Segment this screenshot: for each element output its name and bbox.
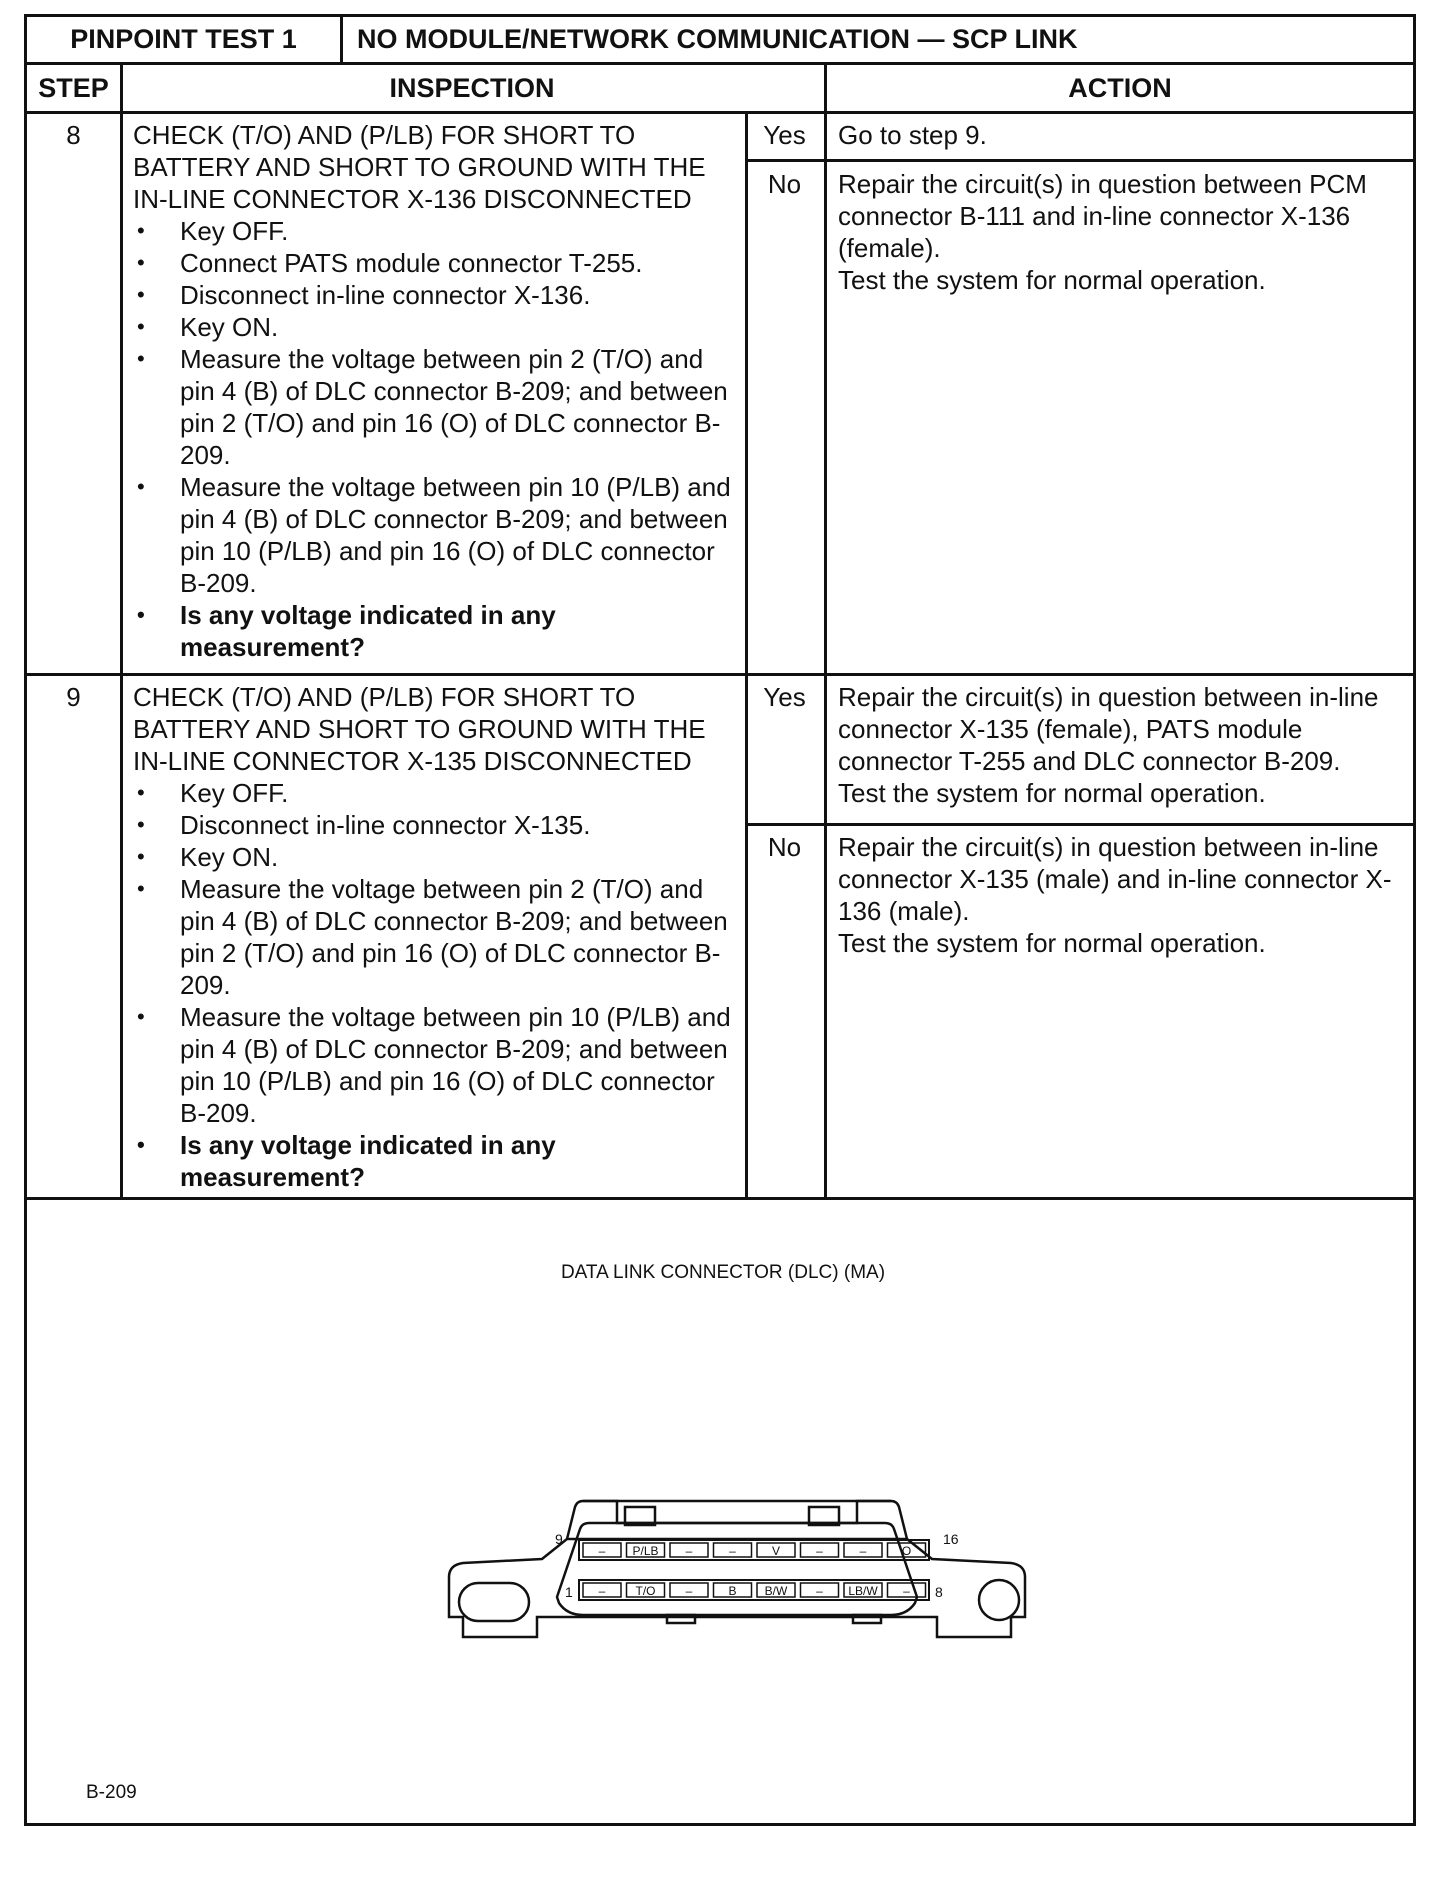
step-inspection [133,681,738,1193]
yes-action-test: Test the system for normal operation. [838,778,1266,808]
yes-label: Yes [763,120,806,150]
step-divider [27,673,1413,676]
connector-tab [667,1615,695,1623]
procedure-item: • Key ON. [133,841,738,873]
bottom-pin-label: – [903,1584,910,1598]
action-col-divider [824,62,827,1197]
procedure-item: • Disconnect in-line connector X-135. [133,809,738,841]
test-title: NO MODULE/NETWORK COMMUNICATION — SCP LINK [357,24,1078,54]
diagram-title: DATA LINK CONNECTOR (DLC) (MA) [560,1262,886,1283]
check-heading: CHECK (T/O) AND (P/LB) FOR SHORT TO BATTERY AND SHORT TO GROUND WITH THE IN-LINE CONNECTOR X-136 DISCONNECTED [133,120,706,214]
pin-number-8: 8 [935,1584,943,1600]
title-divider [340,17,343,62]
top-pin-label: O [901,1544,912,1558]
top-pin-label: V [771,1544,781,1558]
mounting-hole-left [459,1583,529,1621]
pin-number-1: 1 [565,1584,573,1600]
bottom-pin-row [583,1583,926,1598]
top-pin-label: P/LB [632,1544,659,1558]
no-label: No [767,832,802,862]
step-inspection [133,119,738,663]
procedure-item: • Measure the voltage between pin 2 (T/O) and pin 4 (B) of DLC connector B-209; and between pin 2 (T/O) and pin 16 (O) of DLC connector B-209. [133,343,738,471]
procedure-list [133,215,738,663]
connector-face [557,1523,917,1615]
pinpoint-test-sheet [24,14,1416,1826]
no-action-text: Repair the circuit(s) in question between PCM connector B-111 and in-line connector X-136 (female). [838,169,1367,263]
pin-number-9: 9 [555,1531,563,1547]
yes-action-text: Repair the circuit(s) in question between in-line connector X-135 (female), PATS module connector T-255 and DLC connector B-209. [838,682,1379,776]
connector-id-label: B-209 [86,1782,137,1803]
yesno-col-divider [745,111,748,1197]
no-action [838,831,1408,959]
bottom-pin-label: – [685,1584,693,1598]
header-divider [27,62,1413,65]
procedure-item: • Key ON. [133,311,738,343]
step-col-divider [120,62,123,1197]
col-action: ACTION [1068,73,1172,103]
top-pin-row [583,1543,926,1558]
mounting-hole-right [979,1580,1019,1620]
no-action [838,168,1408,296]
no-action-test: Test the system for normal operation. [838,265,1266,295]
pin-number-16: 16 [943,1531,959,1547]
test-label: PINPOINT TEST 1 [70,24,297,54]
bottom-pin-label: LB/W [848,1584,878,1598]
no-action-test: Test the system for normal operation. [838,928,1266,958]
bottom-pin-label: B [728,1584,737,1598]
top-pin-label: – [729,1544,736,1558]
step8-yes-no-divider [745,159,1413,162]
procedure-list [133,777,738,1193]
procedure-item: • Measure the voltage between pin 10 (P/LB) and pin 4 (B) of DLC connector B-209; and between pin 10 (P/LB) and pin 16 (O) of DLC connector B-209. [133,1001,738,1129]
check-heading: CHECK (T/O) AND (P/LB) FOR SHORT TO BATTERY AND SHORT TO GROUND WITH THE IN-LINE CONNECTOR X-135 DISCONNECTED [133,682,706,776]
col-step: STEP [38,73,109,103]
procedure-item: • Measure the voltage between pin 10 (P/LB) and pin 4 (B) of DLC connector B-209; and between pin 10 (P/LB) and pin 16 (O) of DLC connector B-209. [133,471,738,599]
step-number: 8 [66,120,81,150]
step9-yes-no-divider [745,823,1413,826]
procedure-question: • Is any voltage indicated in any measurement? [133,1129,738,1193]
dlc-connector-diagram [427,1477,1047,1677]
bottom-pin-label: – [816,1584,823,1598]
bottom-pin-label: B/W [764,1584,788,1598]
top-pin-label: – [598,1544,606,1558]
procedure-item: • Connect PATS module connector T-255. [133,247,738,279]
column-header-divider [27,111,1413,114]
procedure-item: • Disconnect in-line connector X-136. [133,279,738,311]
yes-action [838,681,1408,809]
procedure-item: • Key OFF. [133,215,738,247]
no-action-text: Repair the circuit(s) in question between in-line connector X-135 (male) and in-line connector X-136 (male). [838,832,1392,926]
yes-action: Go to step 9. [838,120,987,150]
connector-tab [853,1615,881,1623]
bottom-pin-label: T/O [635,1584,656,1598]
procedure-question: • Is any voltage indicated in any measurement? [133,599,738,663]
col-inspection: INSPECTION [389,73,555,103]
diagram-divider [27,1197,1413,1200]
top-pin-label: – [859,1544,867,1558]
connector-body [567,1501,907,1539]
top-pin-label: – [816,1544,823,1558]
no-label: No [767,169,802,199]
yes-label: Yes [763,682,806,712]
procedure-item: • Key OFF. [133,777,738,809]
bottom-pin-label: – [598,1584,606,1598]
step-number: 9 [66,682,81,712]
procedure-item: • Measure the voltage between pin 2 (T/O) and pin 4 (B) of DLC connector B-209; and between pin 2 (T/O) and pin 16 (O) of DLC connector B-209. [133,873,738,1001]
top-pin-label: – [685,1544,693,1558]
